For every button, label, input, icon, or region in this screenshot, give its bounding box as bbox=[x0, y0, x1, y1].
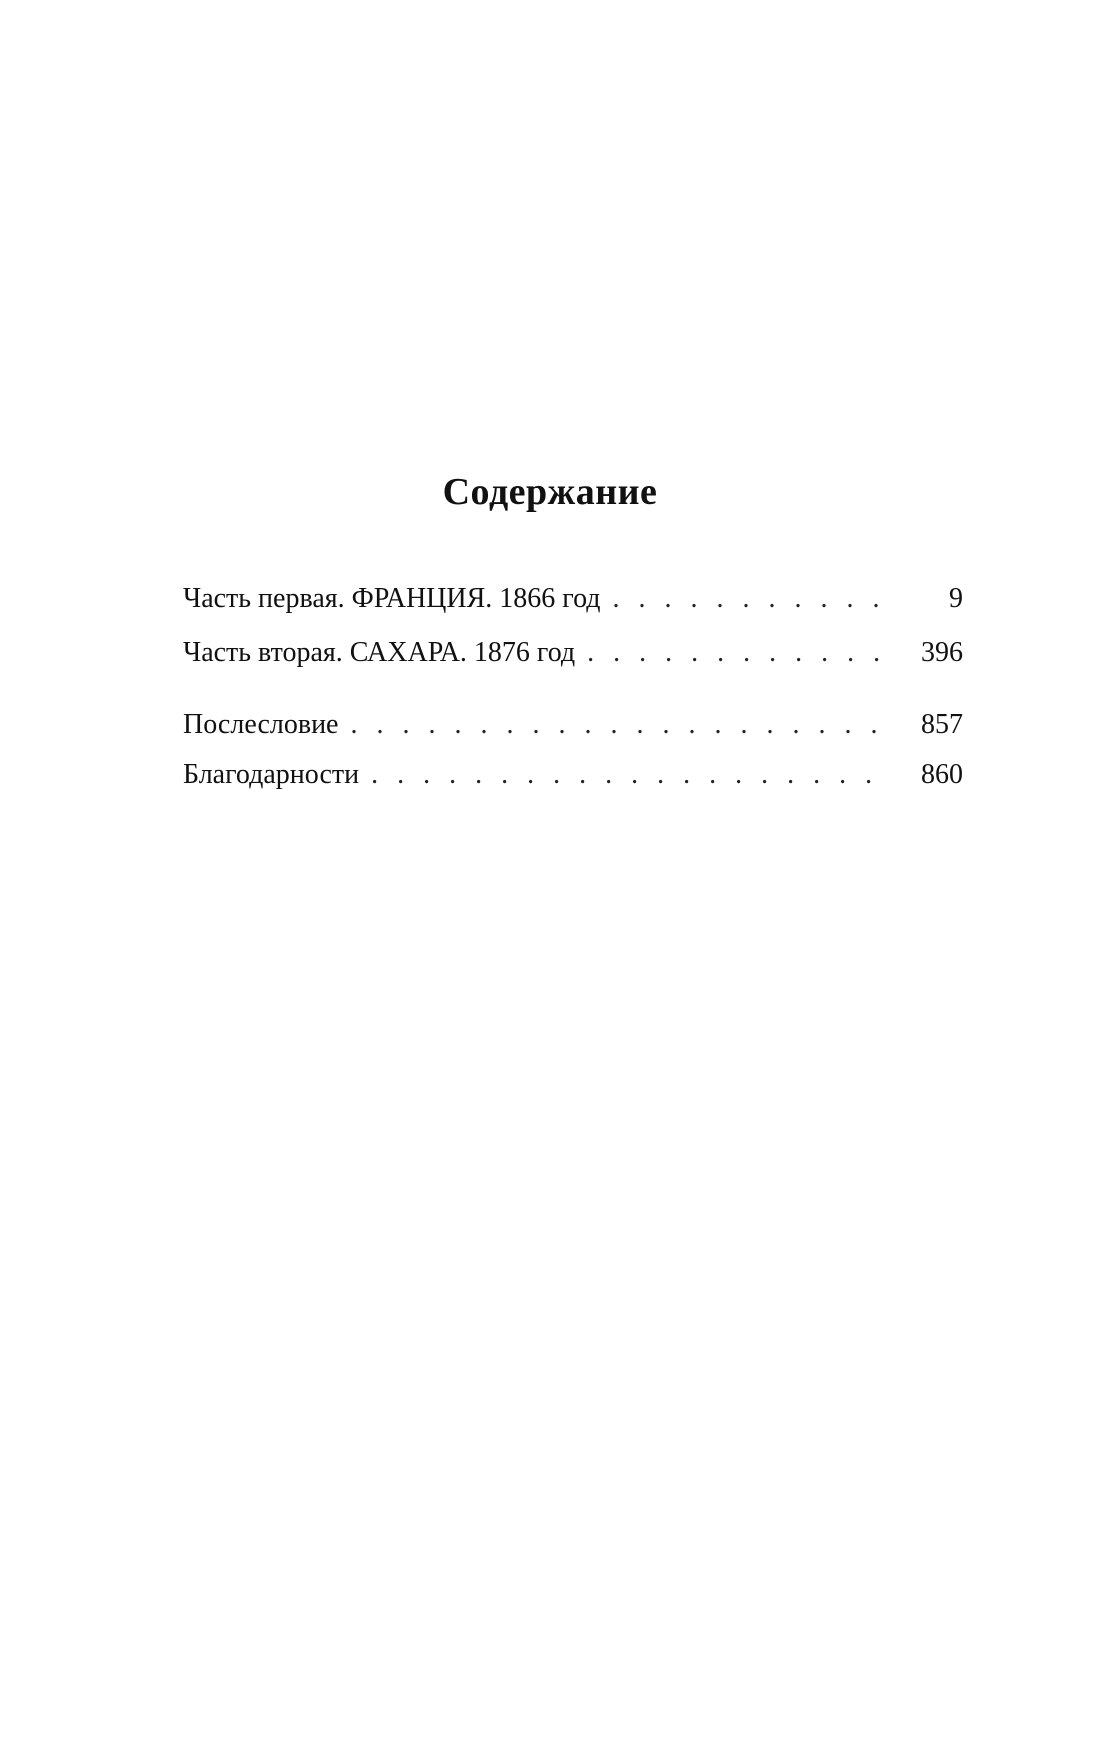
dot-leader bbox=[371, 754, 889, 796]
toc-entry-afterword bbox=[183, 698, 963, 752]
toc-entry-title: Часть вторая. САХАРА. 1876 год bbox=[183, 637, 576, 668]
toc-page-number: 9 bbox=[949, 583, 963, 614]
toc-entry-title: Часть первая. ФРАНЦИЯ. 1866 год bbox=[183, 583, 601, 614]
toc-page-number: 396 bbox=[921, 637, 963, 668]
toc-entry-title: Послесловие bbox=[183, 709, 339, 740]
toc-title: Содержание bbox=[442, 471, 658, 513]
toc-entry-part-two bbox=[183, 626, 963, 680]
dot-leader bbox=[587, 626, 889, 680]
toc-entry-part-one bbox=[183, 572, 963, 626]
dot-leader bbox=[613, 572, 889, 626]
toc-entry-title: Благодарности bbox=[183, 759, 360, 790]
table-of-contents bbox=[183, 572, 963, 796]
toc-page-number: 857 bbox=[921, 709, 963, 740]
toc-entry-acknowledgements bbox=[183, 754, 963, 796]
dot-leader bbox=[350, 698, 889, 752]
toc-page-number: 860 bbox=[921, 759, 963, 790]
